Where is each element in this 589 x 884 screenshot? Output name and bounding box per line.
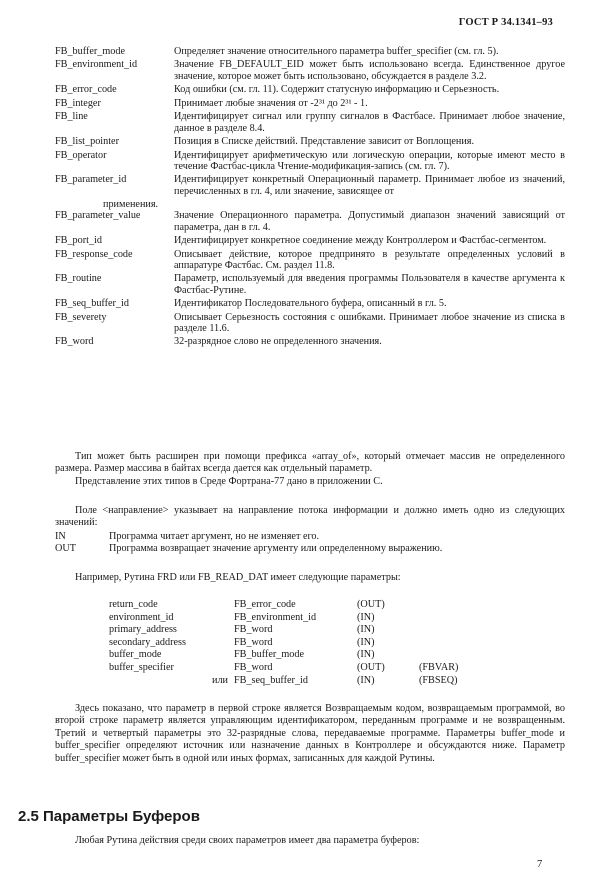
definition-row <box>55 98 565 109</box>
definition-term: FB_port_id <box>55 235 102 247</box>
parameter-extra: (FBVAR) <box>419 661 459 673</box>
definition-term: FB_integer <box>55 97 101 109</box>
definition-term: FB_list_pointer <box>55 136 119 148</box>
parameter-type: FB_buffer_mode <box>234 649 304 661</box>
parameter-direction: (IN) <box>357 636 375 648</box>
definition-description: Идентифицирует конкретный Операционный параметр. Принимает любое из значений, перечисленных в гл. 4, или значение, зависящее от <box>174 174 565 197</box>
definitions-list <box>55 46 565 350</box>
definition-term: FB_response_code <box>55 248 133 260</box>
definition-description: Код ошибки (см. гл. 11). Содержит статусную информацию и Серьезность. <box>174 84 500 96</box>
direction-row <box>55 531 442 543</box>
definition-term: FB_seq_buffer_id <box>55 298 129 310</box>
definition-row <box>55 312 565 335</box>
definition-description: Значение FB_DEFAULT_EID может быть использовано всегда. Единственное другое значение, которое может быть использовано, обсуждается в разделе 3.2. <box>174 59 565 82</box>
parameter-table <box>109 599 479 687</box>
definition-row <box>55 210 565 233</box>
parameter-extra: (FBSEQ) <box>419 674 458 686</box>
parameter-type: FB_word <box>234 661 273 673</box>
definition-term: FB_line <box>55 111 88 123</box>
parameter-direction: (IN) <box>357 611 375 623</box>
parameter-direction: (OUT) <box>357 599 385 610</box>
parameter-type: FB_error_code <box>234 599 296 610</box>
parameter-direction: (OUT) <box>357 661 385 673</box>
parameter-direction: (IN) <box>357 649 375 661</box>
parameter-extra <box>419 649 479 662</box>
alternative-word: или <box>212 674 228 686</box>
definition-description: 32-разрядное слово не определенного значения. <box>174 336 382 348</box>
direction-text: Программа возвращает значение аргументу или определенному выражению. <box>109 543 443 554</box>
parameter-type <box>212 674 357 688</box>
direction-text: Программа читает аргумент, но не изменяет его. <box>109 531 320 542</box>
parameter-direction: (IN) <box>357 624 375 636</box>
definition-row <box>55 136 565 147</box>
parameter-name: return_code <box>109 599 158 610</box>
paragraph-example-intro: Например, Рутина FRD или FB_READ_DAT имеет следующие параметры: <box>75 572 401 583</box>
paragraph-explanation: Здесь показано, что параметр в первой строке является Возвращаемым кодом, возвращаемым программой, во второй строке параметр является управляющим идентификатором, переданным программе и не возвращенным. Третий и четвертый параметры это 32-разрядные слова, передаваемые программе. Параметры buffer_mode и buffer_specifier определяют источник или назначение данных в Контроллере и обсуждаются ниже. Параметр buffer_specifier может быть в одной или иных формах, записанных для каждой Рутины. <box>55 703 565 764</box>
definition-description: Описывает Серьезность состояния с ошибками. Принимает любое значение из списка в разделе 11.6. <box>174 311 565 334</box>
parameter-extra <box>419 599 479 612</box>
parameter-type: FB_word <box>234 636 273 648</box>
definition-term: FB_routine <box>55 273 102 285</box>
parameter-name: secondary_address <box>109 636 186 648</box>
parameter-row <box>109 675 479 688</box>
page-number: 7 <box>537 859 543 870</box>
definition-description: Описывает действие, которое предпринято в результате определенных условий в аппаратуре Фастбас. См. раздел 11.8. <box>174 248 565 271</box>
definition-description: Принимает любые значения от -2³¹ до 2³¹ - 1. <box>174 97 368 109</box>
parameter-type: FB_word <box>234 624 273 636</box>
definition-term: FB_word <box>55 336 94 348</box>
parameter-direction: (IN) <box>357 674 375 686</box>
definition-continuation: применения. <box>103 199 159 211</box>
parameter-name: primary_address <box>109 624 177 636</box>
parameter-name: environment_id <box>109 611 174 623</box>
page-header: ГОСТ Р 34.1341–93 <box>458 17 553 28</box>
definition-description: Идентифицирует конкретное соединение между Контроллером и Фастбас-сегментом. <box>174 235 547 247</box>
direction-list <box>55 531 442 555</box>
definition-description: Идентифицирует арифметическую или логическую операции, которые имеют место в течение Фастбас-цикла Чтение-модификация-запись (см. гл. 7). <box>174 149 565 172</box>
parameter-name: buffer_specifier <box>109 661 174 673</box>
direction-key: OUT <box>55 543 76 554</box>
definition-term: FB_parameter_value <box>55 210 141 222</box>
definition-row <box>55 273 565 296</box>
parameter-extra <box>419 637 479 650</box>
definition-description: Определяет значение относительного параметра buffer_specifier (см. гл. 5). <box>174 46 499 57</box>
parameter-row <box>109 612 479 625</box>
parameter-row <box>109 599 479 612</box>
definition-term: FB_error_code <box>55 84 117 96</box>
definition-row <box>55 46 565 57</box>
parameter-extra <box>419 624 479 637</box>
definition-term: FB_environment_id <box>55 59 138 71</box>
definition-description: Значение Операционного параметра. Допустимый диапазон значений зависящий от параметра, дан в гл. 4. <box>174 210 565 233</box>
parameter-row <box>109 624 479 637</box>
definition-description: Идентифицирует сигнал или группу сигналов в Фастбасе. Принимает любое значение, данное в разделе 8.4. <box>174 111 565 134</box>
definition-row <box>55 111 565 134</box>
definition-row <box>55 174 565 197</box>
definition-term: FB_parameter_id <box>55 174 127 186</box>
definition-row <box>55 59 565 82</box>
definition-row <box>55 249 565 272</box>
parameter-type: FB_environment_id <box>234 611 317 623</box>
direction-key: IN <box>55 531 66 542</box>
definition-row <box>55 84 565 95</box>
definition-term: FB_operator <box>55 149 107 161</box>
parameter-row <box>109 662 479 675</box>
definition-row <box>55 298 565 309</box>
paragraph-fortran: Представление этих типов в Среде Фортрана-77 дано в приложении С. <box>75 476 383 487</box>
parameter-extra <box>419 612 479 625</box>
paragraph-array-prefix: Тип может быть расширен при помощи префикса «array_of», который отмечает массив не определенного размера. Размер массива в байтах всегда дается как отдельный параметр. <box>55 451 565 475</box>
definition-row <box>55 336 565 347</box>
parameter-name: buffer_mode <box>109 649 162 661</box>
section-heading: 2.5 Параметры Буферов <box>18 808 200 825</box>
parameter-row <box>109 637 479 650</box>
definition-term: FB_severety <box>55 311 107 323</box>
paragraph-buffers-intro: Любая Рутина действия среди своих параметров имеет два параметра буферов: <box>75 835 420 846</box>
definition-row <box>55 150 565 173</box>
parameter-type-text: FB_seq_buffer_id <box>234 674 308 686</box>
parameter-row <box>109 649 479 662</box>
definition-description: Параметр, используемый для введения программы Пользователя в качестве аргумента к Фастбас-Рутине. <box>174 273 565 296</box>
definition-description: Позиция в Списке действий. Представление зависит от Воплощения. <box>174 136 474 148</box>
paragraph-direction-field: Поле <направление> указывает на направление потока информации и должно иметь одно из следующих значений: <box>55 505 565 529</box>
definition-row <box>55 235 565 246</box>
definition-description: Идентификатор Последовательного буфера, описанный в гл. 5. <box>174 298 447 310</box>
direction-row <box>55 543 442 555</box>
definition-term: FB_buffer_mode <box>55 46 125 57</box>
